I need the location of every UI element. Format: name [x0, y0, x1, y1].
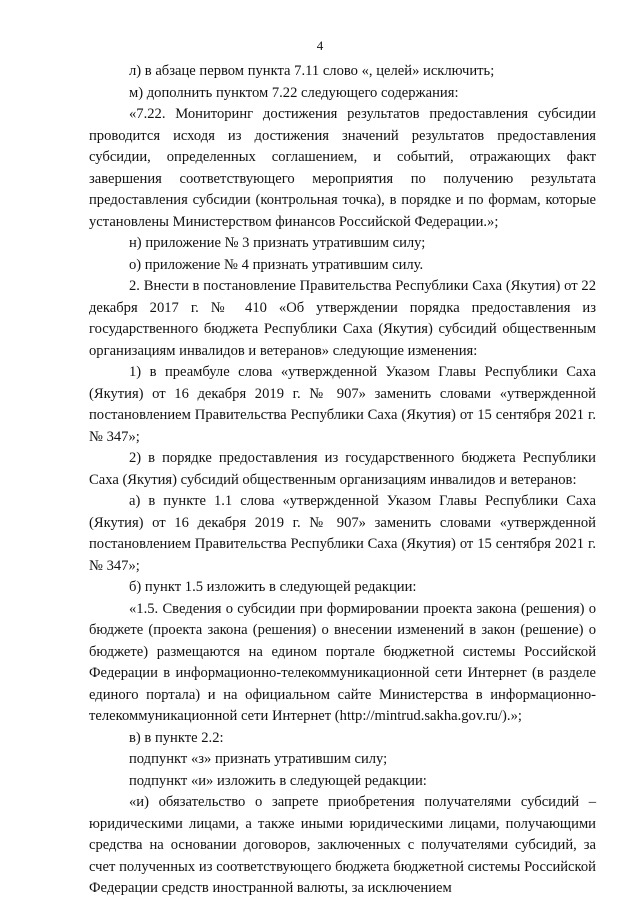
page-number: 4	[316, 38, 324, 53]
paragraph-item-2: 2. Внести в постановление Правительства Республики Саха (Якутия) от 22 декабря 2017 г. № 410 «Об утверждении порядка предоставления из государственного бюджета Республики Саха (Якутия) субсидий общественным организациям инвалидов и ветеранов» следующие изменения:	[89, 278, 596, 359]
paragraph-m: м) дополнить пунктом 7.22 следующего содержания:	[129, 84, 459, 101]
paragraph-subitem-i: подпункт «и» изложить в следующей редакции:	[129, 772, 427, 789]
paragraph-1-5: «1.5. Сведения о субсидии при формировании проекта закона (решения) о бюджете (проекта закона (решения) о внесении изменений в закон (решение) о бюджете) размещаются на едином портале бюджетной системы Российской Федерации в информационно-телекоммуникационной сети Интернет (в разделе единого портала) и на официальном сайте Министерства в информационно-телекоммуникационной сети Интернет (http://mintrud.sakha.gov.ru/).»;	[89, 600, 596, 724]
paragraph-7-22: «7.22. Мониторинг достижения результатов предоставления субсидии проводится исходя из достижения значений результатов предоставления субсидии, определенных соглашением, и событий, отражающих факт завершения соответствующего мероприятия по получению результата предоставления субсидии (контрольная точка), в порядке и по формам, которые установлены Министерством финансов Российской Федерации.»;	[89, 106, 596, 230]
paragraph-n: н) приложение № 3 признать утратившим силу;	[129, 235, 426, 251]
paragraph-a: а) в пункте 1.1 слова «утвержденной Указом Главы Республики Саха (Якутия) от 16 декабря 2019 г. № 907» заменить словами «утвержденной постановлением Правительства Республики Саха (Якутия) от 15 сентября 2021 г. № 347»;	[89, 493, 596, 574]
paragraph-sub-1: 1) в преамбуле слова «утвержденной Указом Главы Республики Саха (Якутия) от 16 декабря 2019 г. № 907» заменить словами «утвержденной постановлением Правительства Республики Саха (Якутия) от 15 сентября 2021 г. № 347»;	[89, 364, 596, 445]
paragraph-l: л) в абзаце первом пункта 7.11 слово «, целей» исключить;	[129, 63, 495, 79]
paragraph-b: б) пункт 1.5 изложить в следующей редакции:	[129, 579, 417, 595]
paragraph-o: о) приложение № 4 признать утратившим силу.	[129, 256, 424, 273]
paragraph-sub-2: 2) в порядке предоставления из государственного бюджета Республики Саха (Якутия) субсидий общественным организациям инвалидов и ветеранов:	[89, 450, 596, 488]
paragraph-v: в) в пункте 2.2:	[129, 729, 224, 746]
paragraph-subitem-z: подпункт «з» признать утратившим силу;	[129, 751, 388, 767]
document-body	[89, 61, 596, 900]
paragraph-i-text: «и) обязательство о запрете приобретения получателями субсидий – юридическими лицами, а также иными юридическими лицами, получающими средства на основании договоров, заключенных с получателями субсидий, за счет полученных из соответствующего бюджета бюджетной системы Российской Федерации средств иностранной валюты, за исключением	[89, 794, 596, 896]
